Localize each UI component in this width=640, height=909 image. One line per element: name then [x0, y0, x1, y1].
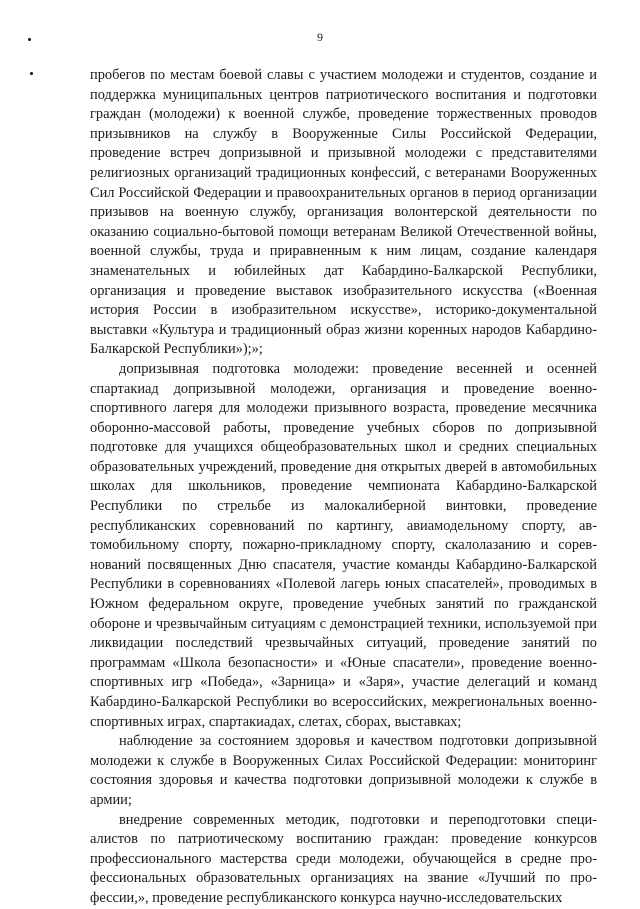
scan-mark [28, 38, 31, 41]
paragraph: внедрение современных методик, подготовки и переподготовки специалистов по патриотическому воспитанию граждан: проведение конкурсов профессионального мастерства среди молодежи, обучающейся в средне профессиональных образовательных организациях на звание «Лучший по профессии,», проведение республиканского конкурса научно-исследовательских [90, 811, 597, 906]
paragraph: наблюдение за состоянием здоровья и качеством подготовки допризывной молодежи к службе в Вооруженных Силах Российской Федерации: мониторинг состояния здоровья и качества подготовки допризывной молодежи к службе в армии; [90, 733, 597, 808]
paragraph: допризывная подготовка молодежи: проведение весенней и осенней спартакиад допризывной молодежи, организация и проведение военно-спортивного лагеря для молодежи призывного возраста, проведение месячника оборонно-массовой работы, проведение учебных сборов по допризывной подготовке для учащихся общеобразовательных школ и средних специальных образовательных учреждений, проведение дня открытых дверей в автомобильных школах для школьников, проведение чемпионата Кабардино-Балкарской Республики по стрельбе из малокалиберной винтовки, проведение республиканских соревнований по картингу, авиамодельному спорту, автомобильному спорту, пожарно-прикладному спорту, скалолазанию и соревнований посвященных Дню спасателя, участие команды Кабардино-Балкарской Республики в соревнованиях «Полевой лагерь юных спасателей», проводимых в Южном федеральном округе, проведение учебных занятий по гражданской обороне и чрезвычайным ситуациям с демонстрацией техники, используемой при ликвидации последствий чрезвычайных ситуаций, проведение занятий по программам «Школа безопасности» и «Юные спасатели», проведение военно-спортивных игр «Победа», «Зарница» и «Заря», участие делегаций и команд Кабардино-Балкарской Республики во всероссийских, межрегиональных военно-спортивных играх, спартакиадах, слетах, сборах, выставках; [90, 360, 597, 730]
document-body [90, 66, 597, 909]
paragraph-continued: пробегов по местам боевой славы с участием молодежи и студентов, создание и поддержка муниципальных центров патриотического воспитания и подготовки граждан (молодежи) к военной службе, проведение торжественных проводов призывников на службу в Вооруженные Силы Российской Федерации, проведение встреч допризывной и призывной молодежи с представителями религиозных организаций традиционных конфессий, с ветеранами Вооруженных Сил Российской Федерации и правоохранительных органов в период организации призывов на военную службу, организация волонтерской деятельности по оказанию социально-бытовой помощи ветеранам Великой Отечественной войны, военной службы, труда и приравненным к ним лицам, создание календаря знаменательных и юбилейных дат Кабардино-Балкарской Республики, организация и проведение выставок изобразительного искусства («Военная история России в изобразительном искусстве», историко-документальной выставки «Культура и традиционный образ жизни коренных народов Кабардино-Балкарской Республики»);»; [90, 67, 597, 358]
page-number: 9 [317, 30, 323, 44]
scan-mark [30, 72, 33, 75]
